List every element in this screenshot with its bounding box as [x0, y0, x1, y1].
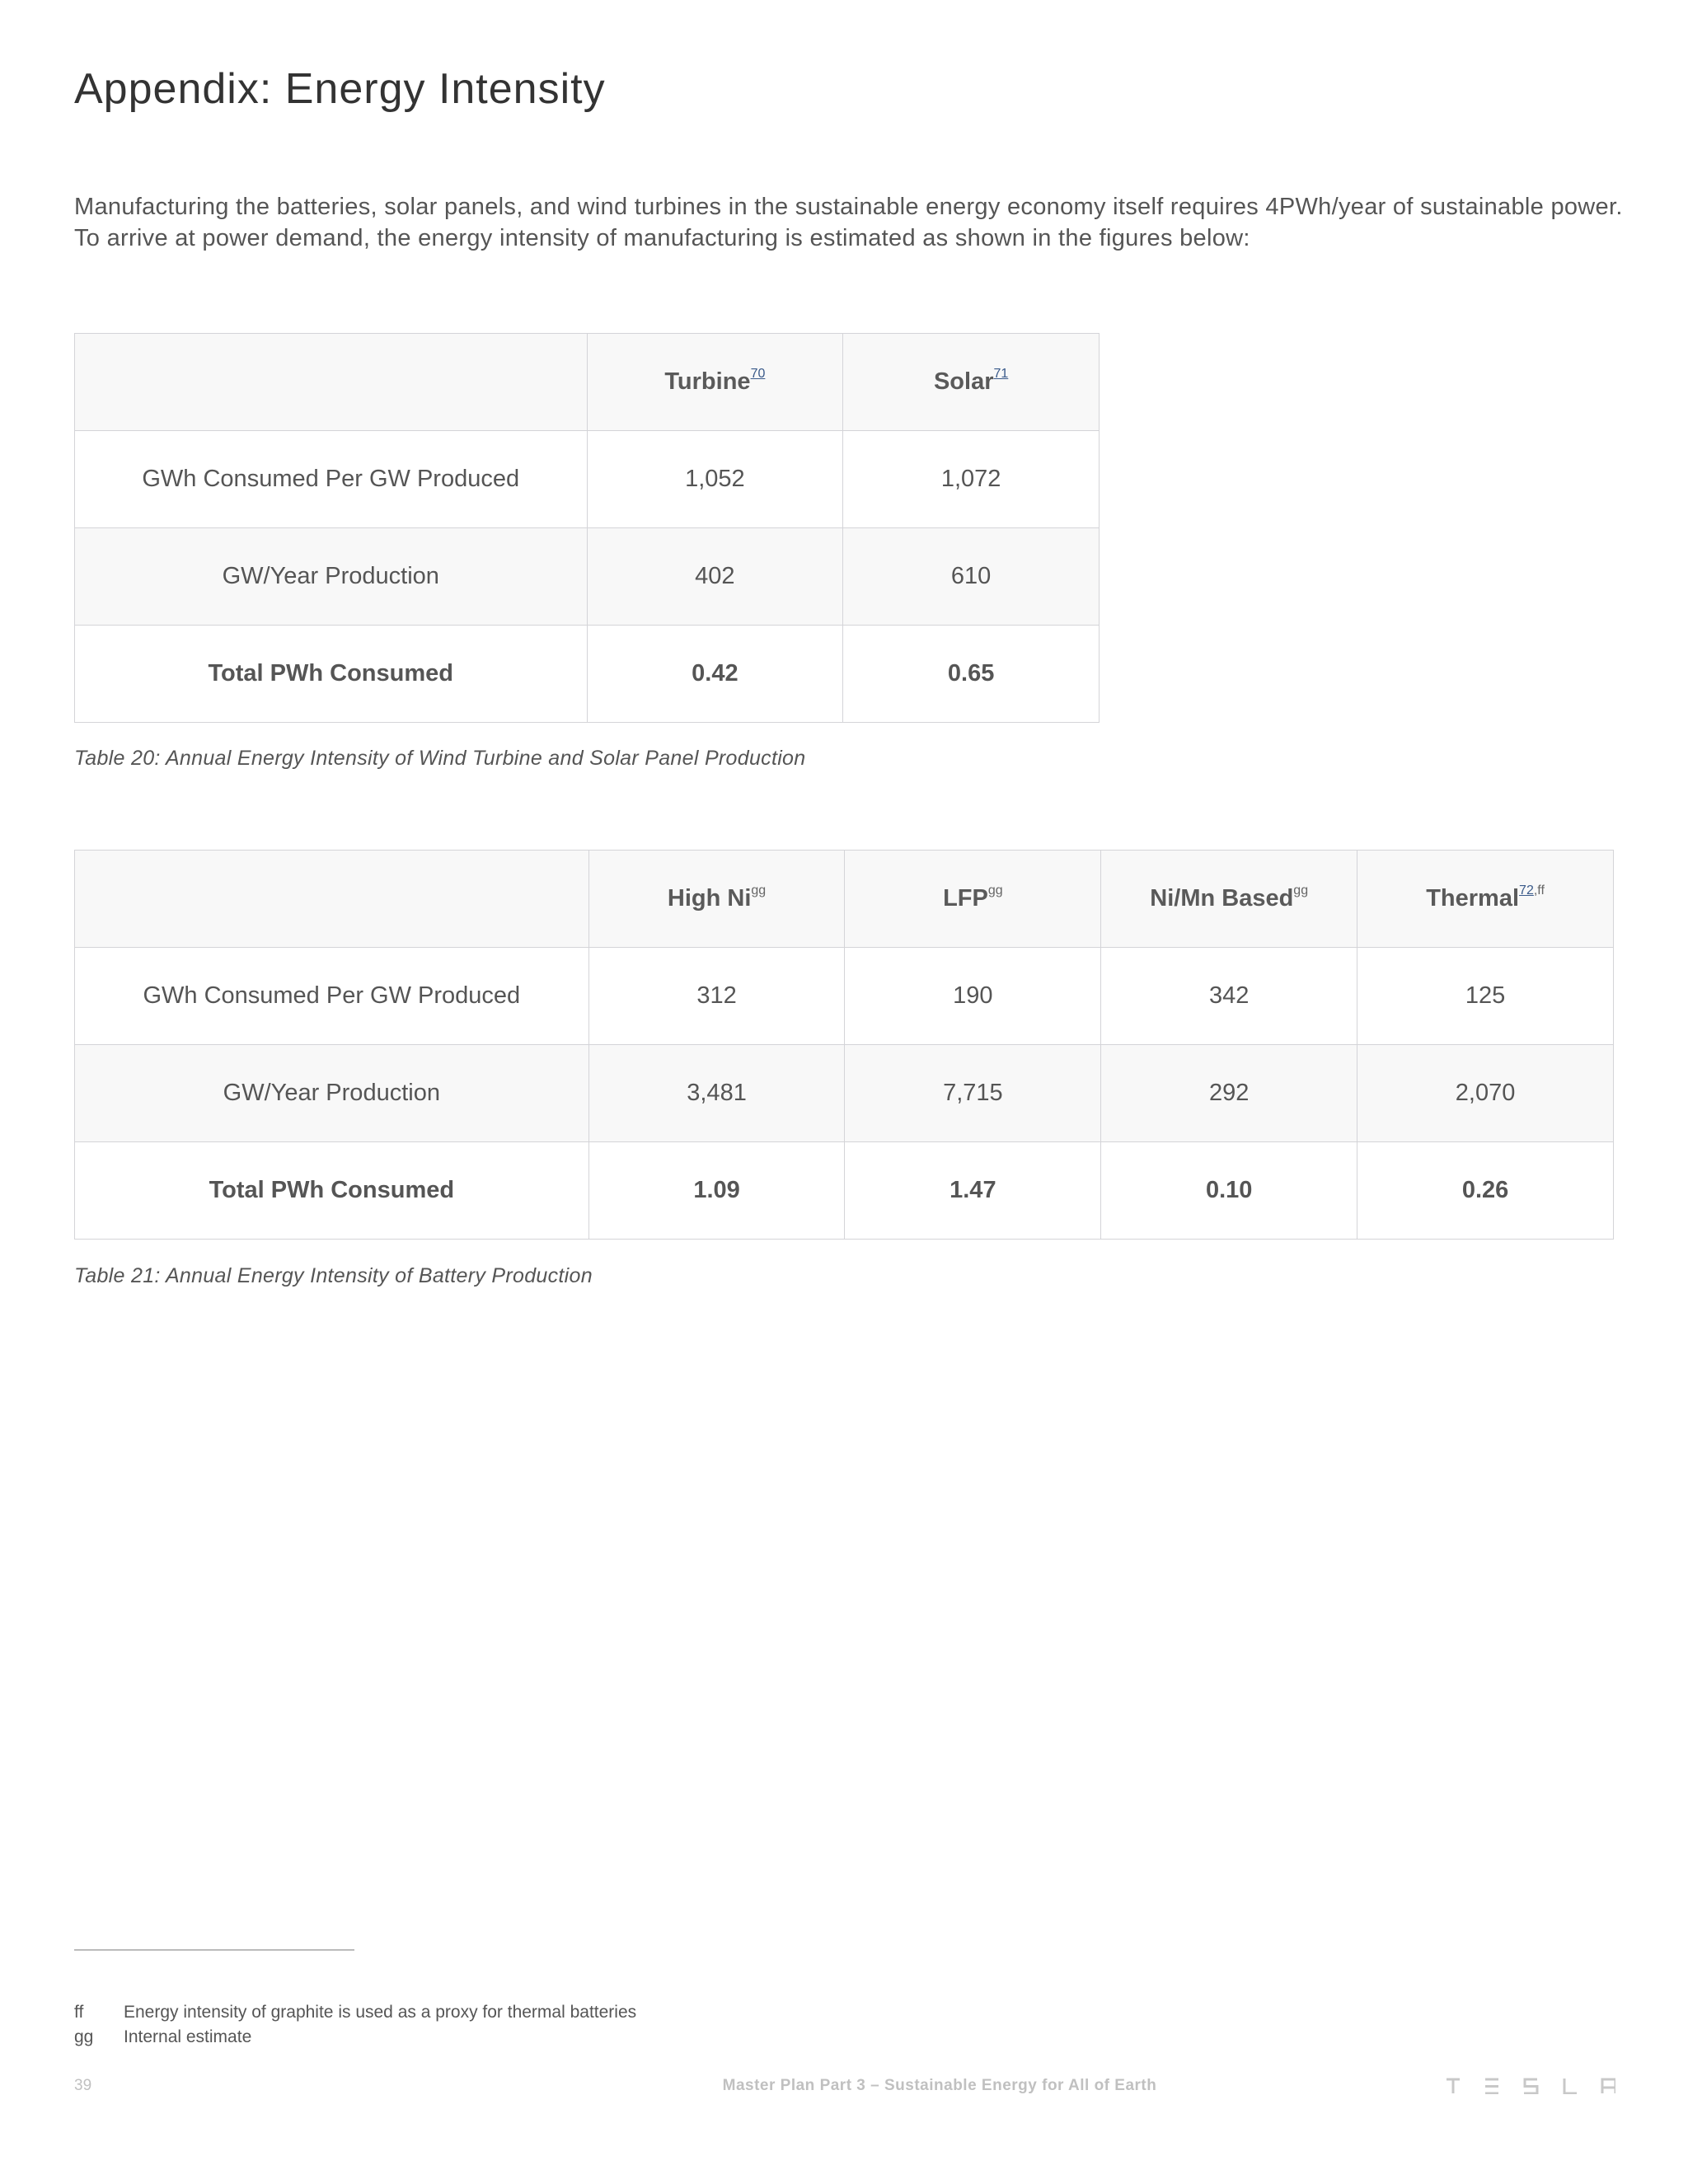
- table-turbine-solar: [74, 333, 1100, 723]
- table-battery: [74, 850, 1614, 1240]
- table-row: [75, 528, 1100, 626]
- page-title: Appendix: Energy Intensity: [74, 65, 606, 113]
- footnote-ref-gg: gg: [1293, 883, 1309, 898]
- header-lfp: $LFP^{gg}$: [845, 851, 1101, 948]
- table-cell: 190: [845, 948, 1101, 1045]
- table-cell: 0.42: [587, 626, 843, 723]
- table-cell: 2,070: [1357, 1045, 1614, 1142]
- footnote-ref-70[interactable]: 70: [750, 367, 766, 381]
- table-header-row: [75, 334, 1100, 431]
- footnote-mark: gg: [74, 2027, 94, 2046]
- table-cell: 125: [1357, 948, 1614, 1045]
- table-row-total: [75, 1142, 1614, 1240]
- table-cell: 402: [587, 528, 843, 626]
- table-cell: 0.10: [1101, 1142, 1357, 1240]
- footnote-ref-72[interactable]: 72: [1519, 883, 1534, 898]
- table-cell: 3,481: [588, 1045, 845, 1142]
- table-row-total: [75, 626, 1100, 723]
- table-cell: 7,715: [845, 1045, 1101, 1142]
- page-number: 39: [74, 2077, 92, 2094]
- table-cell: 312: [588, 948, 845, 1045]
- table-cell: 342: [1101, 948, 1357, 1045]
- footnote-divider: [74, 1949, 354, 1951]
- footer-title: Master Plan Part 3 – Sustainable Energy for All of Earth: [722, 2077, 1157, 2094]
- table-cell: 1,052: [587, 431, 843, 528]
- row-label: GW/Year Production: [75, 1045, 589, 1142]
- footnote-ref-ff: ,ff: [1533, 883, 1545, 898]
- intro-paragraph: Manufacturing the batteries, solar panels, and wind turbines in the sustainable energy economy itself requires 4PWh/year of sustainable power. To arrive at power demand, the energy intensity of manufacturing is estimated as shown in the figures below:: [74, 194, 1623, 251]
- footnote-text: Internal estimate: [124, 2027, 252, 2046]
- row-label: GW/Year Production: [75, 528, 588, 626]
- header-turbine: Turbine$^{70}$: [587, 334, 843, 431]
- row-label: GWh Consumed Per GW Produced: [75, 948, 589, 1045]
- footnote-ref-gg: gg: [987, 883, 1003, 898]
- table-cell: 1.09: [588, 1142, 845, 1240]
- row-label: Total PWh Consumed: [75, 626, 588, 723]
- footnote-gg: [74, 2027, 251, 2047]
- table-cell: 1.47: [845, 1142, 1101, 1240]
- header-ni-mn: Ni/Mn Based$^{gg}$: [1101, 851, 1357, 948]
- table-caption: Table 20: Annual Energy Intensity of Wind Turbine and Solar Panel Production: [74, 747, 806, 770]
- tesla-logo-icon: [1447, 2078, 1615, 2094]
- header-thermal: Thermal$^{72,ff}$: [1357, 851, 1614, 948]
- table-row: [75, 431, 1100, 528]
- footnote-mark: ff: [74, 2003, 84, 2022]
- header-empty-cell: [75, 334, 588, 431]
- table-row: [75, 948, 1614, 1045]
- table-caption: Table 21: Annual Energy Intensity of Battery Production: [74, 1264, 593, 1287]
- footnote-ref-71[interactable]: 71: [993, 367, 1009, 381]
- table-cell: 1,072: [843, 431, 1100, 528]
- footnote-text: Energy intensity of graphite is used as a proxy for thermal batteries: [124, 2003, 637, 2022]
- header-solar: Solar$^{71}$: [843, 334, 1100, 431]
- row-label: Total PWh Consumed: [75, 1142, 589, 1240]
- footnote-ff: [74, 2003, 636, 2022]
- table-header-row: [75, 851, 1614, 948]
- header-empty-cell: [75, 851, 589, 948]
- row-label: GWh Consumed Per GW Produced: [75, 431, 588, 528]
- table-cell: 0.26: [1357, 1142, 1614, 1240]
- table-cell: 292: [1101, 1045, 1357, 1142]
- header-high-ni: High $Ni^{gg}$: [588, 851, 845, 948]
- table-cell: 0.65: [843, 626, 1100, 723]
- footnote-ref-gg: gg: [751, 883, 767, 898]
- table-row: [75, 1045, 1614, 1142]
- table-cell: 610: [843, 528, 1100, 626]
